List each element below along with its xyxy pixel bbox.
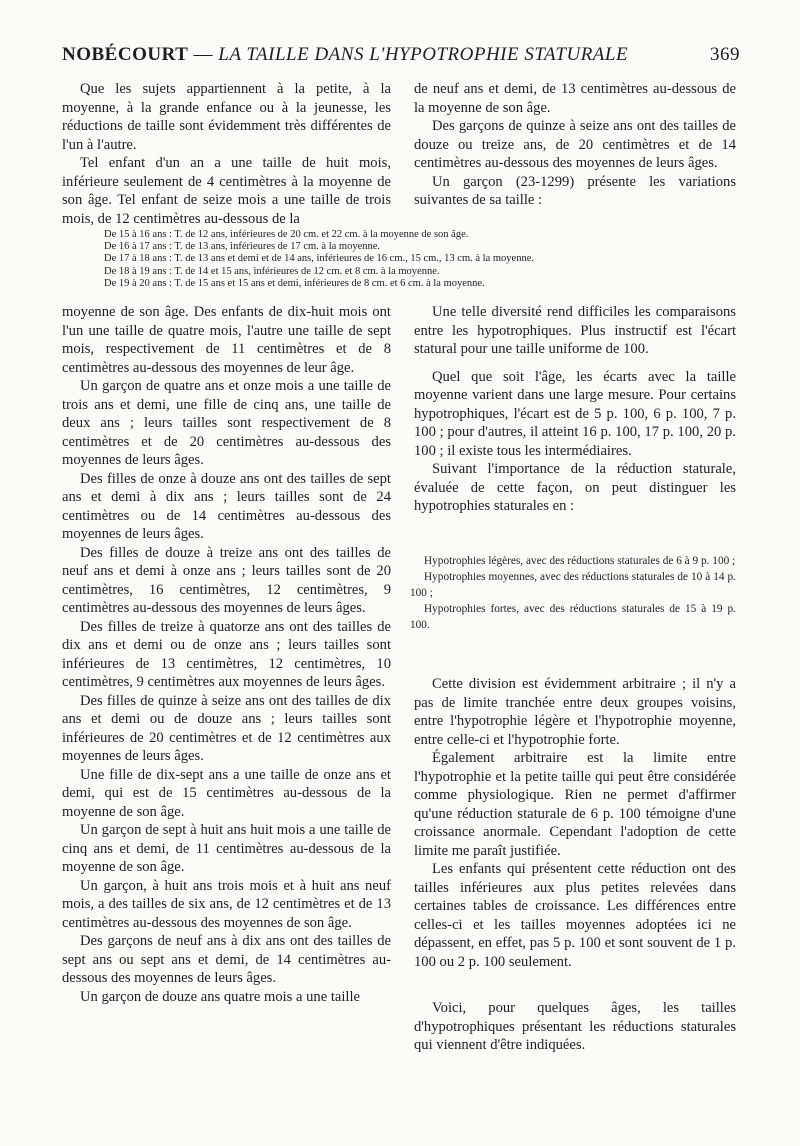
- paragraph: Un garçon de quatre ans et onze mois a une taille de trois ans et demi, une fille de cinq ans, une taille de deux ans ; leurs tailles sont respectivement de 8 centimètres et de 20 centimètres au-dessous des moyennes de leurs âges.: [62, 378, 391, 468]
- height-variation-table: [104, 229, 754, 290]
- table-row: De 16 à 17 ans : T. de 13 ans, inférieures de 17 cm. à la moyenne.: [104, 241, 381, 253]
- list-item: Hypotrophies légères, avec des réductions staturales de 6 à 9 p. 100 ;: [424, 555, 736, 567]
- paragraph: Des filles de quinze à seize ans ont des tailles de dix ans et demi ou de douze ans ; leurs tailles sont inférieures de 20 centimètres et de 12 centimètres aux moyennes de leurs âges.: [62, 692, 391, 764]
- running-header: [62, 44, 740, 66]
- paragraph: Suivant l'importance de la réduction staturale, évaluée de cette façon, on peut distinguer les hypotrophies staturales en :: [414, 461, 736, 514]
- paragraph: de neuf ans et demi, de 13 centimètres au-dessous de la moyenne de son âge.: [414, 81, 736, 116]
- table-row: De 18 à 19 ans : T. de 14 et 15 ans, inférieures de 12 cm. et 8 cm. à la moyenne.: [104, 265, 440, 277]
- paragraph: Voici, pour quelques âges, les tailles d'hypotrophiques présentant les réductions staturales qui viennent d'être indiquées.: [414, 1000, 736, 1053]
- left-column-top: [62, 80, 391, 228]
- table-row: De 17 à 18 ans : T. de 13 ans et demi et de 14 ans, inférieures de 16 cm., 15 cm., 13 cm. à la moyenne.: [104, 253, 534, 265]
- paragraph: Un garçon (23-1299) présente les variations suivantes de sa taille :: [414, 173, 736, 208]
- paragraph: Que les sujets appartiennent à la petite, à la moyenne, à la grande enfance ou à la jeunesse, les réductions de taille sont évidemment très différentes de l'un à l'autre.: [62, 81, 391, 153]
- header-separator: —: [188, 44, 219, 65]
- paragraph: Un garçon, à huit ans trois mois et à huit ans neuf mois, a des tailles de six ans, de 12 centimètres et de 13 centimètres au-dessous des moyennes de son âge.: [62, 877, 391, 931]
- paragraph: Les enfants qui présentent cette réduction ont des tailles inférieures aux plus petites relevées dans certaines tables de croissance. Les différences entre celles-ci et les tailles moyennes adoptées ici ne dépassent, en effet, pas 5 p. 100 et sont souvent de 1 p. 100 ou 2 p. 100 seulement.: [414, 861, 736, 970]
- header-title-line: [62, 44, 628, 66]
- paragraph: Des filles de treize à quatorze ans ont des tailles de dix ans et demi ou de onze ans ; leurs tailles sont inférieures de 13 centimètres, 12 centimètres, 10 centimètres, 9 centimètres aux moyennes de leurs âges.: [62, 618, 391, 690]
- paragraph: Un garçon de sept à huit ans huit mois a une taille de cinq ans et demi, de 11 centimètres au-dessous de la moyenne de son âge.: [62, 822, 391, 875]
- paragraph: Cette division est évidemment arbitraire ; il n'y a pas de limite tranchée entre deux groupes voisins, entre l'hypotrophie légère et l'hypotrophie moyenne, entre celle-ci et l'hypotrophie forte.: [414, 676, 736, 748]
- hypotrophy-classification-list: [410, 553, 736, 633]
- header-author: NOBÉCOURT: [62, 44, 189, 65]
- paragraph: moyenne de son âge. Des enfants de dix-huit mois ont l'un une taille de quatre mois, l'autre une taille de sept mois, respectivement de 11 centimètres et de 8 centimètres au-dessous des moyennes de leur âge.: [62, 304, 391, 376]
- right-column-top: [414, 80, 736, 210]
- header-article-title: LA TAILLE DANS L'HYPOTROPHIE STATURALE: [218, 44, 629, 65]
- paragraph: Tel enfant d'un an a une taille de huit mois, inférieure seulement de 4 centimètres à la moyenne de son âge. Tel enfant de seize mois a une taille de trois mois, de 12 centimètres au-dessous de la: [62, 155, 391, 227]
- list-item: Hypotrophies moyennes, avec des réductions staturales de 10 à 14 p. 100 ;: [410, 571, 736, 599]
- right-column-bottom: [414, 675, 736, 1055]
- paragraph: Des garçons de quinze à seize ans ont des tailles de douze ou treize ans, de 20 centimètres et de 14 centimètres au-dessous des moyennes de leurs âges.: [414, 118, 736, 171]
- right-column-middle: [414, 303, 736, 516]
- paragraph: Des garçons de neuf ans à dix ans ont des tailles de sept ans ou sept ans et demi, de 14 centimètres au-dessous des moyennes de leurs âges.: [62, 933, 391, 986]
- table-row: De 19 à 20 ans : T. de 15 ans et 15 ans et demi, inférieures de 8 cm. et 6 cm. à la moyenne.: [104, 277, 485, 289]
- paragraph: Une fille de dix-sept ans a une taille de onze ans et demi, qui est de 15 centimètres au-dessous de la moyenne de son âge.: [62, 766, 391, 820]
- paragraph: Des filles de douze à treize ans ont des tailles de neuf ans et demi à onze ans ; leurs tailles sont de 20 centimètres, 16 centimètres, 12 centimètres, 9 centimètres au-dessous des moyennes de leurs âges.: [62, 544, 391, 616]
- paragraph: Quel que soit l'âge, les écarts avec la taille moyenne varient dans une large mesure. Pour certains hypotrophiques, l'écart est de 5 p. 100, 6 p. 100, 7 p. 100 ; pour d'autres, il atteint 16 p. 100, 17 p. 100, 20 p. 100 ; il existe tous les intermédiaires.: [414, 368, 736, 459]
- table-row: De 15 à 16 ans : T. de 12 ans, inférieures de 20 cm. et 22 cm. à la moyenne de son âge.: [104, 229, 469, 240]
- list-item: Hypotrophies fortes, avec des réductions staturales de 15 à 19 p. 100.: [410, 603, 736, 631]
- paragraph: Un garçon de douze ans quatre mois a une taille: [80, 988, 361, 1005]
- page-number: 369: [710, 44, 740, 65]
- paragraph: Des filles de onze à douze ans ont des tailles de sept ans et demi à dix ans ; leurs tailles sont de 24 centimètres ou de 14 centimètres au-dessous des moyennes de leurs âges.: [62, 470, 391, 542]
- paragraph: Également arbitraire est la limite entre l'hypotrophie et la petite taille qui peut être considérée comme physiologique. Rien ne permet d'affirmer qu'une réduction staturale de 6 p. 100 témoigne d'une croissance anormale. Cependant l'adoption de cette limite me paraît justifiée.: [414, 750, 736, 859]
- left-column-bottom: [62, 303, 391, 1006]
- paragraph: Une telle diversité rend difficiles les comparaisons entre les hypotrophiques. Plus instructif est l'écart statural pour une taille uniforme de 100.: [414, 304, 736, 357]
